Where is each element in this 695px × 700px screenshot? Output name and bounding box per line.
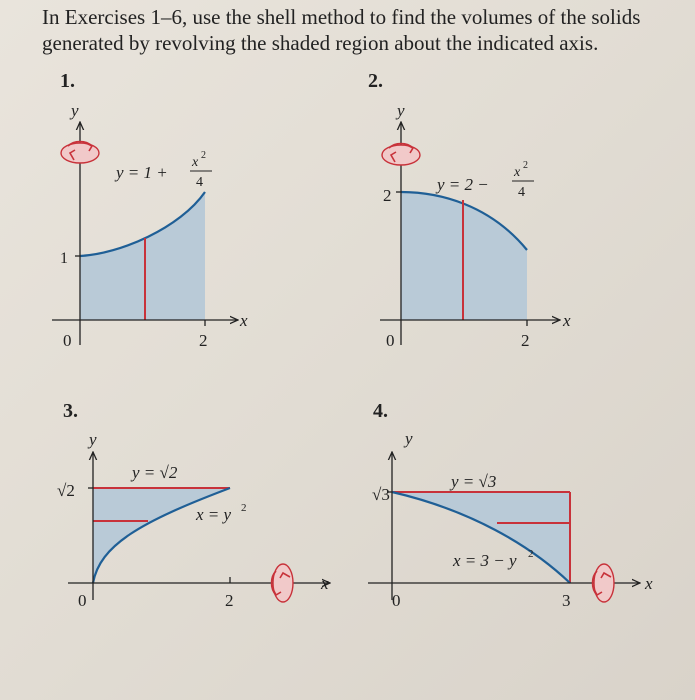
fig2-curve-label-num: x — [514, 165, 521, 180]
fig2-curve-label-exp: 2 — [523, 160, 528, 171]
fig1-tick-y-label: 1 — [60, 250, 68, 267]
exercise-3-number: 3. — [63, 400, 78, 422]
fig2-x-axis-label: x — [563, 311, 571, 330]
fig2-rotation-arrow-icon — [382, 144, 420, 166]
fig4-top-label: y = √3 — [451, 472, 497, 491]
fig2-tick-x-label: 2 — [521, 331, 530, 350]
fig3-rotation-arrow-icon — [272, 564, 294, 602]
fig4-y-axis-label: y — [405, 429, 413, 448]
fig1-curve-label: y = 1 + — [116, 163, 168, 182]
exercise-4-number: 4. — [373, 400, 388, 422]
fig2-tick-y-label: 2 — [383, 186, 392, 205]
figure-3 — [57, 430, 330, 610]
fig1-x-axis-label: x — [240, 311, 248, 330]
figure-4 — [368, 429, 653, 610]
fig4-rotation-arrow-icon — [593, 564, 615, 602]
fig2-curve-label: y = 2 − — [437, 175, 489, 194]
fig3-top-label: y = √2 — [132, 463, 178, 482]
fig3-shaded-region — [93, 488, 230, 583]
fig1-y-axis-label: y — [71, 101, 79, 120]
fig3-tick-x-label: 2 — [225, 591, 234, 610]
fig1-curve-label-exp: 2 — [201, 150, 206, 161]
exercise-instructions: In Exercises 1–6, use the shell method to find the volumes of the solids generated by revolving the shaded region about the indicated axis. — [42, 5, 641, 55]
fig3-tick-y-label: √2 — [57, 481, 75, 500]
fig4-origin-label: 0 — [392, 591, 401, 610]
exercise-1-number: 1. — [60, 70, 75, 92]
fig4-tick-y-label: √3 — [372, 485, 390, 504]
fig3-origin-label: 0 — [78, 591, 87, 610]
fig2-y-axis-label: y — [397, 101, 405, 120]
fig4-curve-label-exp: 2 — [528, 548, 534, 560]
fig3-curve-label-exp: 2 — [241, 502, 247, 514]
fig1-rotation-arrow-icon — [61, 142, 99, 164]
figure-2 — [380, 101, 571, 350]
fig2-curve-label-den: 4 — [518, 185, 525, 200]
fig2-origin-label: 0 — [386, 331, 395, 350]
figure-1 — [52, 101, 248, 350]
fig4-tick-x-label: 3 — [562, 591, 571, 610]
fig1-origin-label: 0 — [63, 331, 72, 350]
fig4-curve-label: x = 3 − y — [453, 551, 517, 570]
fig3-curve-label: x = y — [196, 505, 232, 524]
fig4-x-axis-label: x — [645, 574, 653, 593]
exercise-2-number: 2. — [368, 70, 383, 92]
fig1-tick-x-label: 2 — [199, 331, 208, 350]
fig3-y-axis-label: y — [89, 430, 97, 449]
fig1-curve-label-den: 4 — [196, 175, 203, 190]
fig3-x-axis-label: x — [321, 574, 329, 593]
fig1-curve-label-num: x — [192, 155, 199, 170]
